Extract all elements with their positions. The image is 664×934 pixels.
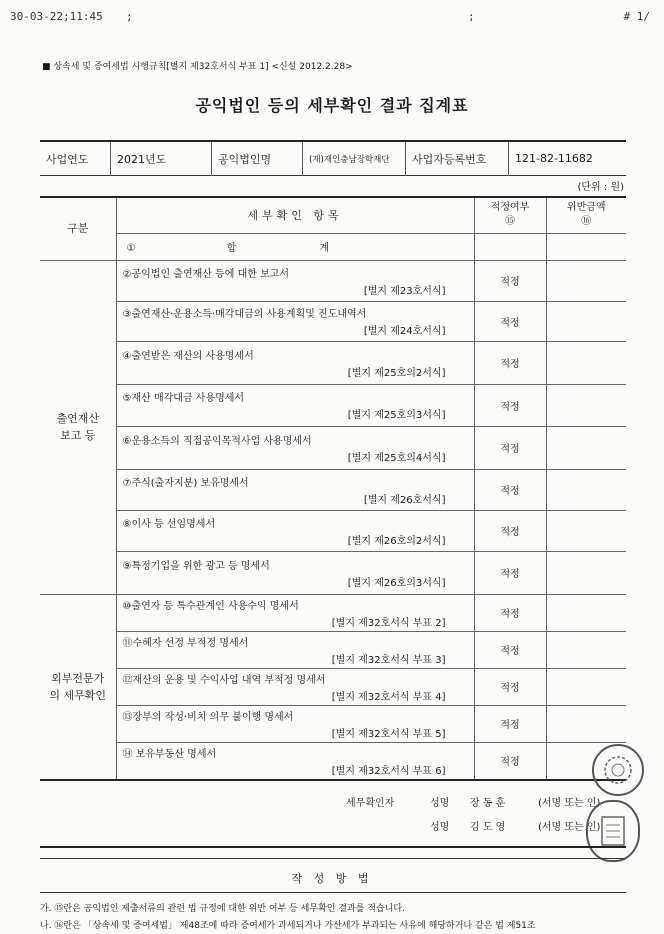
item-title: ⑭ 보유부동산 명세서 [122, 748, 217, 760]
suitability-label: 적정여부 [490, 202, 530, 214]
item-cell [116, 631, 474, 668]
category-label: 의 세무확인 [49, 688, 107, 702]
signer-name-label: 성명 [430, 822, 450, 833]
seal-stamp-icon [592, 744, 644, 796]
item-title: ⑩출연자 등 특수관계인 사용수익 명세서 [122, 600, 299, 612]
suitability-result: 적정 [474, 301, 546, 341]
table-row [40, 301, 626, 341]
violation-amount [546, 551, 626, 594]
item-title: ⑥운용소득의 직접공익목적사업 사용명세서 [122, 435, 312, 447]
table-row [40, 510, 626, 551]
item-form-reference: [별지 제26호서식] [363, 494, 446, 506]
table-row [40, 384, 626, 426]
results-table [40, 196, 626, 781]
violation-amount [546, 426, 626, 469]
org-name-value: (재)재인충남장학재단 [303, 141, 406, 176]
business-year-value: 2021년도 [111, 141, 212, 176]
table-row [40, 742, 626, 780]
org-name-label: 공익법인명 [212, 141, 303, 176]
suitability-result: 적정 [474, 551, 546, 594]
violation-amount [546, 510, 626, 551]
suitability-result: 적정 [474, 341, 546, 384]
table-row [40, 341, 626, 384]
table-row [40, 631, 626, 668]
item-cell [116, 742, 474, 780]
item-cell [116, 551, 474, 594]
total-label [116, 233, 474, 260]
writing-method-title: 작 성 방 법 [291, 872, 373, 885]
note-line: 가. ⑮란은 공익법인 제출서류의 관련 법 규정에 대한 위반 여부 등 세무확인 결과를 적습니다. [40, 904, 405, 914]
divider [40, 892, 626, 893]
item-title: ④출연받은 재산의 사용명세서 [122, 350, 254, 362]
violation-amount [546, 668, 626, 705]
item-cell [116, 594, 474, 631]
suitability-result: 적정 [474, 668, 546, 705]
item-form-reference: [별지 제32호서식 부표 2] [331, 617, 446, 629]
category-cell [40, 594, 116, 780]
reg-number-label: 사업자등록번호 [406, 141, 509, 176]
items-header: 세부확인 항목 [116, 197, 474, 233]
fax-timestamp: 30-03-22;11:45 [10, 10, 103, 23]
item-cell [116, 384, 474, 426]
table-row [40, 551, 626, 594]
violation-amount [546, 301, 626, 341]
item-cell [116, 705, 474, 742]
item-cell [116, 426, 474, 469]
violation-label: 위반금액 [566, 202, 606, 214]
category-header: 구분 [40, 197, 116, 260]
note-line: 나. ⑯란은 「상속세 및 증여세법」 제48조에 따라 증여세가 과세되거나 가산세가 부과되는 사유에 해당하거나 같은 법 제51조 [40, 921, 536, 931]
fax-page-number: # 1/ [623, 10, 650, 23]
item-form-reference: [별지 제23호서식] [363, 285, 446, 297]
item-cell [116, 341, 474, 384]
suitability-result: 적정 [474, 594, 546, 631]
violation-amount [546, 594, 626, 631]
violation-amount [546, 260, 626, 301]
divider [40, 858, 626, 859]
reg-number-value: 121-82-11682 [515, 152, 593, 165]
violation-amount [546, 469, 626, 510]
item-title: ⑪수혜자 선정 부적정 명세서 [122, 637, 249, 649]
total-row [40, 233, 626, 260]
item-cell [116, 469, 474, 510]
unit-label: (단위 : 원) [577, 182, 624, 193]
violation-number: ⑯ [581, 216, 592, 228]
total-violation [546, 233, 626, 260]
suitability-result: 적정 [474, 742, 546, 780]
suitability-header [474, 197, 546, 233]
table-row [40, 705, 626, 742]
fax-separator: ; [468, 10, 475, 23]
category-label: 외부전문가 [51, 671, 105, 685]
violation-amount [546, 341, 626, 384]
suitability-result: 적정 [474, 469, 546, 510]
regulation-note: ■ 상속세 및 증여세법 시행규칙[별지 제32호서식 부표 1] <신설 2012.2.28> [42, 62, 353, 72]
signer-role: 세무확인자 [346, 798, 395, 809]
item-form-reference: [별지 제25호의4서식] [347, 452, 446, 464]
item-cell [116, 301, 474, 341]
item-title: ⑤재산 매각대금 사용명세서 [122, 393, 245, 404]
sign-note-1: (서명 또는 인) [538, 798, 601, 809]
item-form-reference: [별지 제25호의2서식] [347, 367, 446, 379]
item-form-reference: [별지 제32호서식 부표 4] [331, 691, 446, 703]
seal-stamp-icon [586, 800, 640, 862]
total-text-1: 합 [226, 243, 237, 254]
header-info-table [40, 140, 626, 176]
suitability-result: 적정 [474, 705, 546, 742]
item-title: ⑨특정기업을 위한 광고 등 명세서 [122, 560, 270, 572]
item-title: ②공익법인 출연재산 등에 대한 보고서 [122, 268, 290, 280]
item-form-reference: [별지 제26호의3서식] [347, 577, 446, 589]
category-label: 보고 등 [60, 429, 96, 442]
sign-note-2: (서명 또는 인) [538, 822, 601, 833]
suitability-result: 적정 [474, 260, 546, 301]
item-title: ⑫재산의 운용 및 수익사업 내역 부적정 명세서 [122, 674, 326, 686]
signer-name-1: 장 동 훈 [470, 798, 506, 809]
item-form-reference: [별지 제32호서식 부표 5] [331, 728, 446, 740]
total-text-2: 계 [319, 243, 330, 254]
item-form-reference: [별지 제24호서식] [363, 326, 446, 337]
total-number: ① [126, 243, 136, 254]
violation-amount [546, 384, 626, 426]
item-form-reference: [별지 제32호서식 부표 6] [331, 765, 446, 777]
table-header-row [40, 197, 626, 233]
item-title: ③출연재산·운용소득·매각대금의 사용계획및 진도내역서 [122, 309, 367, 320]
item-cell [116, 260, 474, 301]
violation-amount [546, 705, 626, 742]
business-year-label: 사업연도 [40, 141, 111, 176]
table-row [40, 260, 626, 301]
suitability-result: 적정 [474, 631, 546, 668]
item-title: ⑧이사 등 선임명세서 [122, 518, 216, 530]
page-title: 공익법인 등의 세부확인 결과 집계표 [195, 96, 469, 115]
fax-separator: ; [126, 10, 133, 23]
item-cell [116, 510, 474, 551]
item-title: ⑦주식(출자지분) 보유명세서 [122, 477, 249, 489]
violation-header [546, 197, 626, 233]
fax-header [10, 10, 650, 26]
category-label: 출연재산 [56, 412, 99, 425]
suitability-number: ⑮ [505, 216, 515, 228]
item-title: ⑬장부의 작성·비치 의무 불이행 명세서 [122, 711, 294, 723]
table-row [40, 469, 626, 510]
table-row [40, 668, 626, 705]
suitability-result: 적정 [474, 426, 546, 469]
item-cell [116, 668, 474, 705]
signer-name-2: 김 도 영 [470, 822, 506, 833]
divider [40, 846, 626, 848]
suitability-result: 적정 [474, 384, 546, 426]
total-suitability [474, 233, 546, 260]
violation-amount [546, 631, 626, 668]
suitability-result: 적정 [474, 510, 546, 551]
item-form-reference: [별지 제32호서식 부표 3] [331, 654, 446, 666]
table-row [40, 594, 626, 631]
category-cell [40, 260, 116, 594]
item-form-reference: [별지 제25호의3서식] [347, 410, 446, 421]
signer-name-label: 성명 [430, 798, 450, 809]
table-row [40, 426, 626, 469]
item-form-reference: [별지 제26호의2서식] [347, 535, 446, 547]
